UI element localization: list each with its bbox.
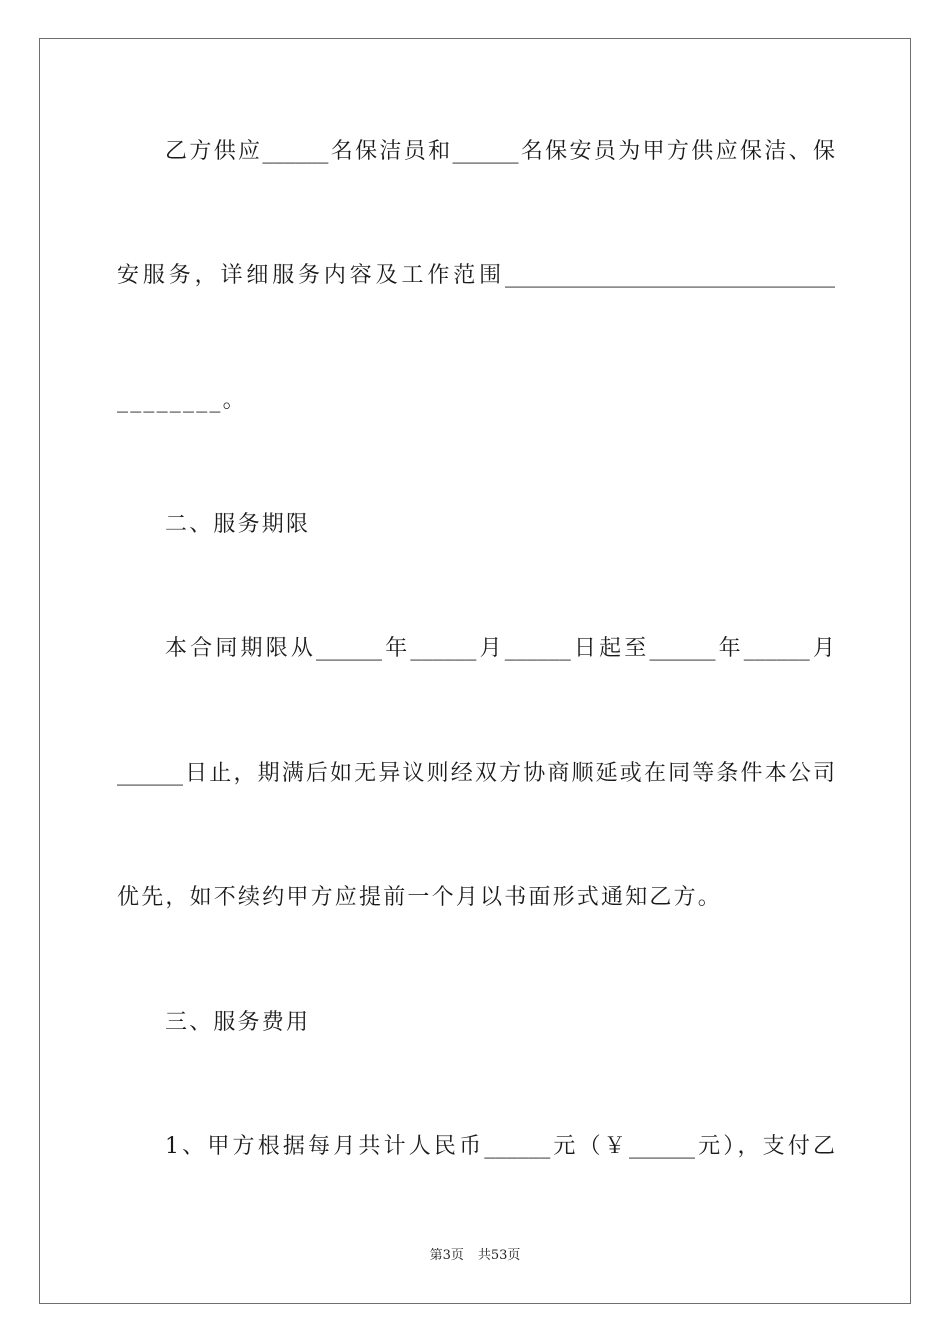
page-total: 共53页	[477, 1248, 521, 1263]
section-heading-service-fee: 三、服务费用	[165, 1010, 311, 1035]
page-number: 第3页	[429, 1248, 464, 1263]
paragraph-line-7: 优先，如不续约甲方应提前一个月以书面形式通知乙方。	[117, 885, 723, 910]
page-frame	[39, 38, 911, 1304]
paragraph-line-5: 本合同期限从______年______月______日起至______年______月	[165, 636, 835, 661]
paragraph-line-3: ________。	[117, 388, 247, 413]
section-heading-service-term: 二、服务期限	[165, 512, 311, 537]
paragraph-line-1: 乙方供应______名保洁员和______名保安员为甲方供应保洁、保	[165, 139, 835, 164]
paragraph-line-6: ______日止，期满后如无异议则经双方协商顺延或在同等条件本公司	[117, 761, 835, 786]
paragraph-line-2: 安服务，详细服务内容及工作范围______________________________	[117, 263, 835, 288]
page-footer	[0, 1247, 950, 1265]
paragraph-line-9: 1、甲方根据每月共计人民币______元（￥______元），支付乙	[165, 1134, 835, 1159]
